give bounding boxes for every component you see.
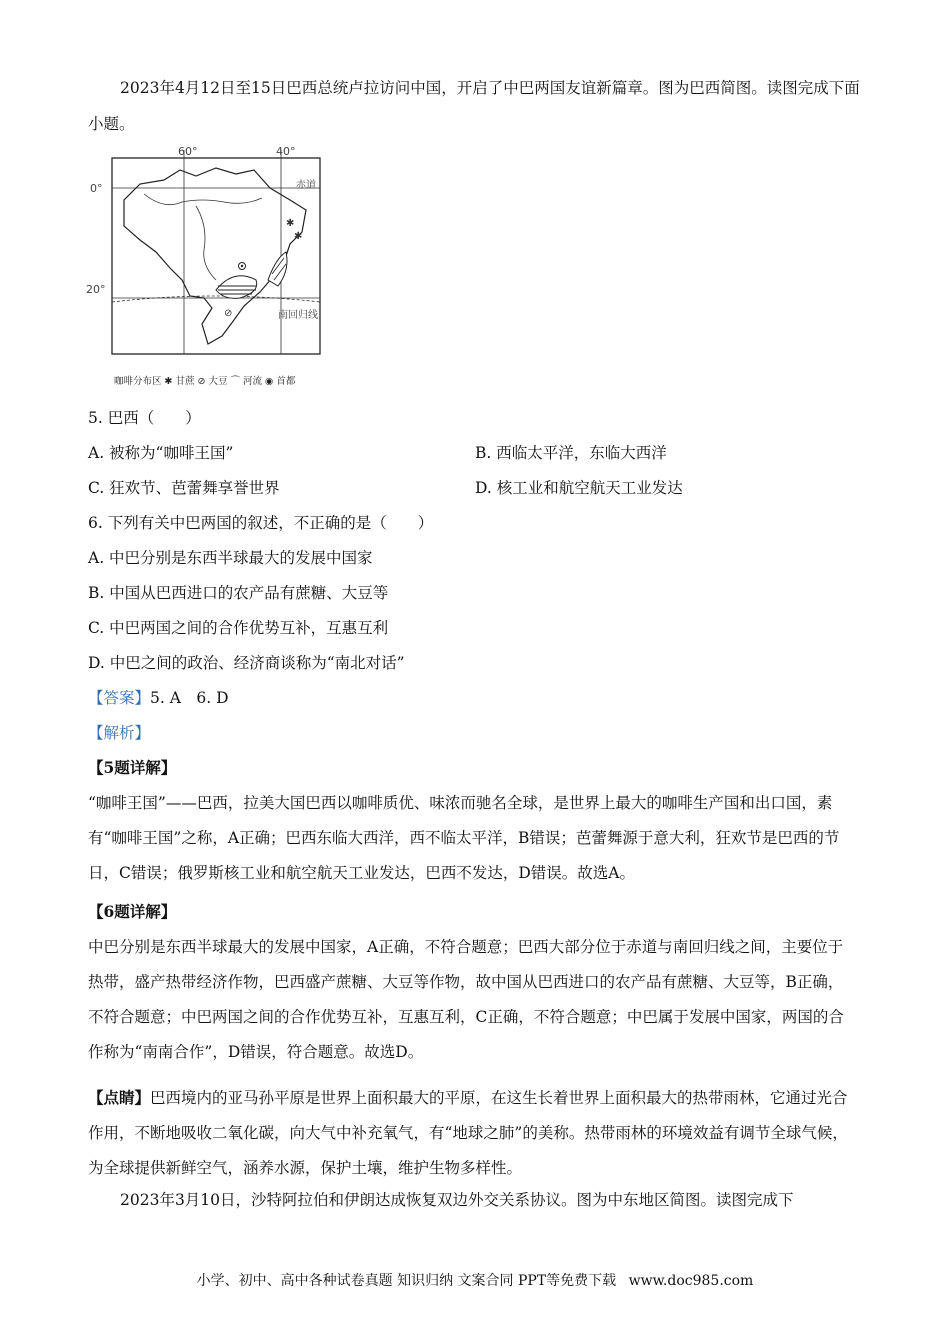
intro-paragraph-2: 2023年3月10日，沙特阿拉伯和伊朗达成恢复双边外交关系协议。图为中东地区简图。读图完成下 [120,1191,794,1209]
tropic-label: 南回归线 [278,310,318,321]
tip-paragraph [88,1080,858,1186]
q6-option-d[interactable]: D. 中巴之间的政治、经济商谈称为“南北对话” [88,654,405,672]
intro-paragraph-1: 2023年4月12日至15日巴西总统卢拉访问中国，开启了中巴两国友谊新篇章。图为巴西简图。读图完成下面小题。 [88,79,860,133]
answer-line [88,688,229,708]
sugarcane-icon: ✱ [286,218,295,229]
equator-label: 赤道 [296,180,316,191]
q6-option-c[interactable]: C. 中巴两国之间的合作优势互补，互惠互利 [88,619,389,637]
sugarcane-icon: ✱ [294,231,303,242]
q6-stem: 6. 下列有关中巴两国的叙述，不正确的是（ ） [88,514,434,532]
lon-60-label: 60° [178,145,198,158]
q5-option-b[interactable]: B. 西临太平洋，东临大西洋 [475,444,667,462]
analysis-tag: 【解析】 [88,724,151,742]
detail-5-text: “咖啡王国”——巴西，拉美大国巴西以咖啡质优、味浓而驰名全球，是世界上最大的咖啡生产国和出口国，素有“咖啡王国”之称，A正确；巴西东临大西洋，西不临太平洋，B错误；芭蕾舞源于意大利，狂欢节是巴西的节日，C错误；俄罗斯核工业和航空航天工业发达，巴西不发达，D错误。故选A。 [88,794,840,882]
q6-option-b[interactable]: B. 中国从巴西进口的农产品有蔗糖、大豆等 [88,584,389,602]
brazil-map [84,140,344,390]
coffee-region-east [268,252,287,286]
q5-stem: 5. 巴西（ ） [88,409,201,427]
detail-5-tag: 【5题详解】 [88,758,177,777]
soybean-icon: ⊘ [224,308,233,319]
answer-text: 5. A 6. D [150,689,229,707]
q5-option-a[interactable]: A. 被称为“咖啡王国” [88,444,234,462]
lat-0-label: 0° [90,182,103,195]
q5-option-d[interactable]: D. 核工业和航空航天工业发达 [475,479,683,497]
page-footer [0,1270,950,1290]
q5-option-c[interactable]: C. 狂欢节、芭蕾舞享誉世界 [88,479,280,497]
detail-6-text: 中巴分别是东西半球最大的发展中国家，A正确，不符合题意；巴西大部分位于赤道与南回归线之间，主要位于热带，盛产热带经济作物，巴西盛产蔗糖、大豆等作物，故中国从巴西进口的农产品有蔗糖、大豆等，B正确，不符合题意；中巴两国之间的合作优势互补，互惠互利，C正确，不符合题意；中巴属于发展中国家，两国的合作称为“南南合作”，D错误，符合题意。故选D。 [88,938,844,1061]
footer-text: 小学、初中、高中各种试卷真题 知识归纳 文案合同 PPT等免费下载 [196,1273,617,1289]
tip-tag: 【点睛】 [88,1088,151,1107]
answer-tag: 【答案】 [88,689,151,707]
tip-text: 巴西境内的亚马孙平原是世界上面积最大的平原，在这生长着世界上面积最大的热带雨林，它通过光合作用，不断地吸收二氧化碳，向大气中补充氧气，有“地球之肺”的美称。热带雨林的环境效益有调节全球气候，为全球提供新鲜空气，涵养水源，保护土壤，维护生物多样性。 [88,1089,848,1177]
map-legend: 咖啡分布区 ✱ 甘蔗 ⊘ 大豆 ⌒ 河流 ◉ 首都 [114,376,296,387]
lat-20-label: 20° [86,283,106,296]
lon-40-label: 40° [276,145,296,158]
coffee-region-south [216,276,257,299]
q6-option-a[interactable]: A. 中巴分别是东西半球最大的发展中国家 [88,549,373,567]
footer-link[interactable]: www.doc985.com [628,1273,754,1289]
detail-6-tag: 【6题详解】 [88,902,177,921]
